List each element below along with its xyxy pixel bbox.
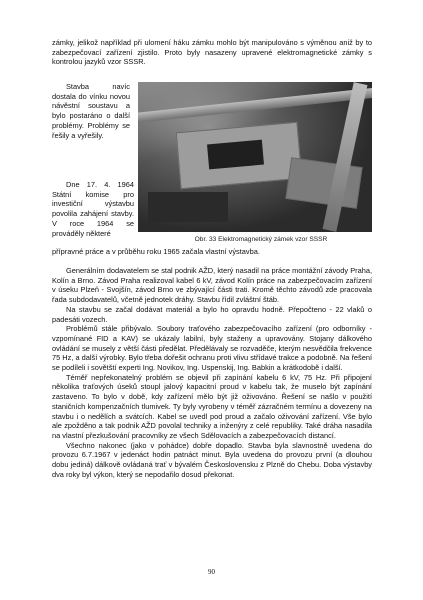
paragraph-left-2-cont-text: přípravné práce a v průběhu roku 1965 začala vlastní výstavba. [52,247,260,256]
body-paragraph: Generálním dodavatelem se stal podnik AŽD, který nasadil na práce montážní závody Praha, Kolín a Brno. Závod Praha realizoval kabel 6 kV, závod Kolín práce na zabezpečovacím zařízení v úseku Plzeň - Svojšín, závod Brno ve zbývající části trati. Kromě těchto závodů zde pracovala řada subdodavatelů, včetně jednotek dráhy. Stavbu řídil zvláštní štáb. [52,266,372,305]
paragraph-left-1 [52,82,130,140]
body-paragraph: Všechno nakonec (jako v pohádce) dobře dopadlo. Stavba byla slavnostně uvedena do provozu 6.7.1967 v jedenáct hodin patnáct minut. Byla uvedena do provozu první (a dlouhou dobu jediná) dálkově ovládaná trať v bývalém Československu z Plzně do Chebu. Doba výstavby dva roky byl výkon, který se nepodařilo dosud překonat. [52,440,372,479]
photo-lock-body [207,140,264,170]
photo-rod [323,82,368,232]
paragraph-top-text: zámky, jelikož například při ulomení háku zámku mohlo být manipulováno s výměnou aniž by to zabezpečovací zařízení zjistilo. Proto byly nasazeny upravené elektromagnetické zámky s kontrolou jazyků vzor SSSR. [52,38,372,67]
photo-lock-cover [285,157,362,209]
photo-caption: Obr. 33 Elektromagnetický zámek vzor SSSR [194,236,328,243]
body-paragraph: Problémů stále přibývalo. Soubory traťového zabezpečovacího zařízení (pro odborníky - vzpomínané FID a KAV) se ukázaly labilní, byly staženy a upravovány. Stojany dálkového ovládání se musely z větší části předělat. Předělávaly se rozvaděče, kterým nesvědčila frekvence 75 Hz, a další výrobky. Bylo třeba dořešit ochranu proti vlivu střídavé trakce a podobně. Na řešení se podíleli i sovětští experti Ing. Novikov, Ing. Uspenskij, Ing. Babkin a krátkodobě i další. [52,324,372,373]
body-paragraph: Na stavbu se začal dodávat materiál a bylo ho opravdu hodně. Přepočteno - 22 vlaků o padesáti vozech. [52,304,372,324]
paragraph-left-2-continuation [52,247,372,257]
photo-ground [148,192,228,222]
photo-electromagnetic-lock [138,82,372,232]
photo-rail [138,86,372,123]
paragraph-left-2-text: Dne 17. 4. 1964 Státní komise pro investiční výstavbu povolila zahájení stavby. V roce 1964 se prováděly některé [52,180,134,238]
paragraph-left-1-text: Stavba navíc dostala do vínku novou návěstní soustavu a bylo postaráno o další problémy. Problémy se řešily a vyřešily. [52,82,130,140]
body-paragraph: Téměř nepřekonatelný problém se objevil při zapínání kabelu 6 kV, 75 Hz. Při připojení několika traťových úseků stoupl jalový kapacitní proud v kabelu tak, že muselo být zapínání zastaveno. To bylo v době, kdy zařízení mělo být již oživováno. Řešení se našlo v použití staničních kompenzačních tlumivek. Ty byly vyrobeny v téměř zázračném termínu a dovezeny na stavbu i o nedělích a svátcích. Kabel se uvedl pod proud a začalo oživování zařízení. Vše bylo ale zpožděno a tak podnik AŽD povolal techniky a inženýry z celé republiky. Také dráha nasadila na vlastní přezkušování pracovníky ze všech Sdělovacích a zabezpečovacích distancí. [52,372,372,440]
page-number: 90 [208,568,215,576]
paragraph-top [52,38,372,67]
body-text [52,266,372,479]
paragraph-left-2 [52,180,134,238]
